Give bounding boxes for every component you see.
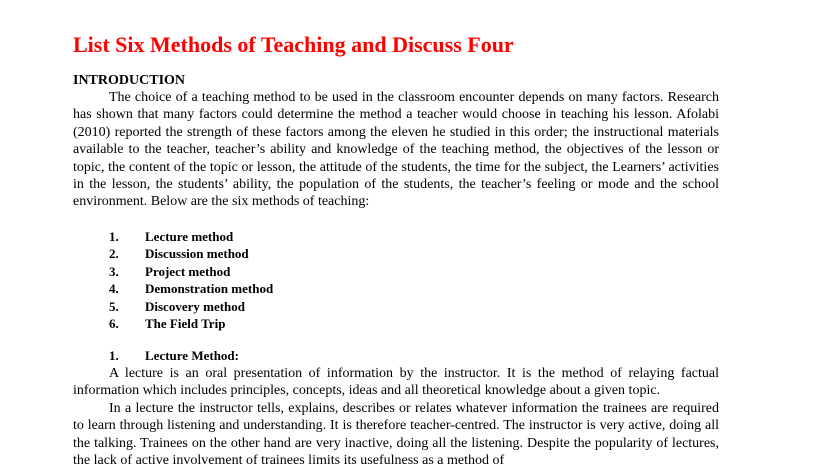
list-item-number: 5. — [109, 298, 119, 314]
list-item-project-method — [73, 263, 273, 280]
section-heading-label: Lecture Method: — [145, 348, 239, 363]
list-item-label: Discussion method — [145, 246, 249, 262]
list-item-label: The Field Trip — [145, 315, 226, 331]
lecture-paragraph-1: A lecture is an oral presentation of information by the instructor. It is the method of relaying factual information which includes principles, concepts, ideas and all theoretical knowledge about a given topic. — [73, 366, 719, 399]
list-item-discussion-method — [73, 245, 273, 262]
list-item-label: Project method — [145, 263, 231, 279]
list-item-label: Discovery method — [145, 298, 246, 314]
teaching-methods-list — [73, 228, 273, 332]
list-item-number: 6. — [109, 315, 119, 331]
introduction-heading: INTRODUCTION — [73, 73, 186, 88]
list-item-discovery-method — [73, 298, 273, 315]
section-number: 1. — [109, 348, 119, 363]
list-item-demonstration-method — [73, 280, 273, 297]
list-item-label: Demonstration method — [145, 281, 274, 297]
lecture-paragraph-2: In a lecture the instructor tells, explains, describes or relates whatever information the trainees are required to learn through listening and understanding. It is therefore teacher-centred. The instructor is very active, doing all the talking. Trainees on the other hand are very inactive, doing all the listening. Despite the popularity of lectures, the lack of active involvement of trainees limits its usefulness as a method of — [73, 401, 719, 469]
list-item-number: 1. — [109, 229, 119, 244]
list-item-number: 3. — [109, 263, 119, 279]
list-item-lecture-method — [73, 228, 273, 245]
list-item-field-trip — [73, 315, 273, 332]
lecture-method-heading — [73, 347, 239, 364]
introduction-paragraph: The choice of a teaching method to be used in the classroom encounter depends on many factors. Research has shown that many factors could determine the method a teacher would choose in teaching his lesson. Afolabi (2010) reported the strength of these factors among the eleven he studied in this order; the instructional materials available to the teacher, teacher’s ability and knowledge of the teaching method, the objectives of the lesson or topic, the content of the topic or lesson, the attitude of the students, the time for the subject, the Learners’ activities in the lesson, the students’ ability, the population of the students, the teacher’s feeling or mode and the school environment. Below are the six methods of teaching: — [73, 90, 719, 210]
document-title: List Six Methods of Teaching and Discuss Four — [73, 32, 514, 57]
list-item-number: 4. — [109, 281, 119, 297]
list-item-number: 2. — [109, 246, 119, 262]
list-item-label: Lecture method — [145, 229, 234, 244]
